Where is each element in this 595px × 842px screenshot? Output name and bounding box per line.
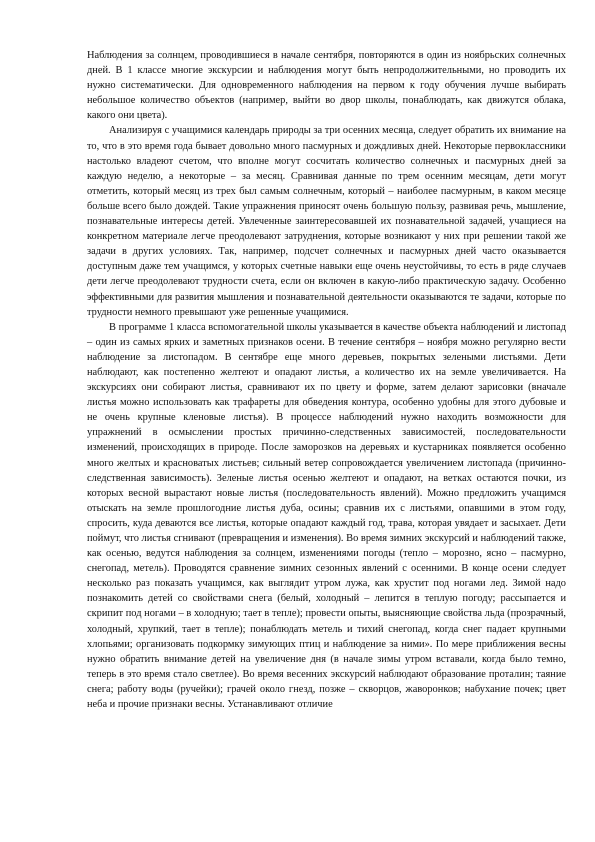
- document-page: [87, 48, 566, 712]
- paragraph-leaf-fall: В программе 1 класса вспомогательной школы указывается в качестве объекта наблюдений и листопад – один из самых ярких и заметных признаков осени. В течение сентября – ноября можно регулярно вести наблюдение за листопадом. В сентябре еще много деревьев, покрытых зелеными листьями. Дети наблюдают, как постепенно желтеют и опадают листья, а количество их на земле увеличивается. На экскурсиях они собирают листья, сравнивают их по цвету и форме, затем делают зарисовки (вначале листья можно использовать как трафареты для обведения контура, особенно удобны для этого дубовые и не очень крупные кленовые листья). В процессе наблюдений нужно находить возможности для упражнений в осмыслении простых причинно-следственных зависимостей, последовательности изменений, происходящих в природе. После заморозков на деревьях и кустарниках появляется особенно много желтых и красноватых листьев; сильный ветер сопровождается увеличением листопада (причинно-следственная зависимость). Зеленые листья осенью желтеют и опадают, на ветках остаются почки, из которых весной вырастают новые листья (последовательность явлений). Можно предложить учащимся отыскать на земле прошлогодние листья дуба, осины; сравнив их с листьями, опавшими в этом году, спросить, куда деваются все листья, которые опадают каждый год, трава, которая увядает и засыхает. Дети поймут, что листья сгнивают (превращения и изменения). Во время зимних экскурсий и наблюдений также, как осенью, ведутся наблюдения за солнцем, изменениями погоды (тепло – морозно, ясно – пасмурно, снегопад, метель). Проводятся сравнение зимних сезонных явлений с осенними. В конце осени следует несколько раз показать учащимся, как выглядит утром лужа, как хрустит под ногами лед. Зимой надо познакомить детей со свойствами снега (белый, холодный – лепится в теплую погоду; рассыпается и скрипит под ногами – в холодную; тает в тепле); провести опыты, выясняющие свойства льда (прозрачный, холодный, хрупкий, тает в тепле); понаблюдать метель и тихий снегопад, когда снег падает крупными хлопьями; организовать подкормку зимующих птиц и наблюдение за ними». По мере приближения весны нужно обратить внимание детей на увеличение дня (в начале зимы утром вставали, когда было темно, теперь в это время стало светлее). Во время весенних экскурсий наблюдают образование проталин; таяние снега; работу воды (ручейки); грачей около гнезд, позже – скворцов, жаворонков; набухание почек; цвет неба и прочие признаки весны. Устанавливают отличие: [87, 321, 566, 711]
- paragraph-sun-observations: Наблюдения за солнцем, проводившиеся в начале сентября, повторяются в один из ноябрьских солнечных дней. В 1 классе многие экскурсии и наблюдения могут быть непродолжительными, но проводить их нужно систематически. Для одновременного наблюдения на первом к году обучения лучше выбирать небольшое количество объектов (например, выйти во двор школы, понаблюдать, как движутся облака, какого они цвета).: [87, 50, 566, 122]
- paragraph-nature-calendar: Анализируя с учащимися календарь природы за три осенних месяца, следует обратить их внимание на то, что в это время года бывает довольно много пасмурных и дождливых дней. Некоторые первоклассники настолько владеют счетом, что вполне могут сосчитать количество солнечных и пасмурных дней за каждую неделю, а некоторые – за месяц. Сравнивая данные по трем осенним месяцам, дети могут отметить, который месяц из трех был самым солнечным, который – наиболее пасмурным, в каком месяце больше всего было дождей. Такие упражнения приносят очень большую пользу, развивая речь, мышление, познавательные интересы детей. Увлеченные заинтересовавшей их познавательной задачей, учащиеся на конкретном материале легче преодолевают затруднения, которые возникают у них при решении такой же задачи в других условиях. Так, например, подсчет солнечных и пасмурных дней часто оказывается доступным даже тем учащимся, у которых счетные навыки еще очень неустойчивы, то есть в ряде случаев дети легче преодолевают трудности счета, если он включен в какую-либо практическую задачу. Особенно эффективными для развития мышления и познавательной деятельности оказываются те задачи, которые по трудности немного превышают уже решенные учащимися.: [87, 125, 566, 318]
